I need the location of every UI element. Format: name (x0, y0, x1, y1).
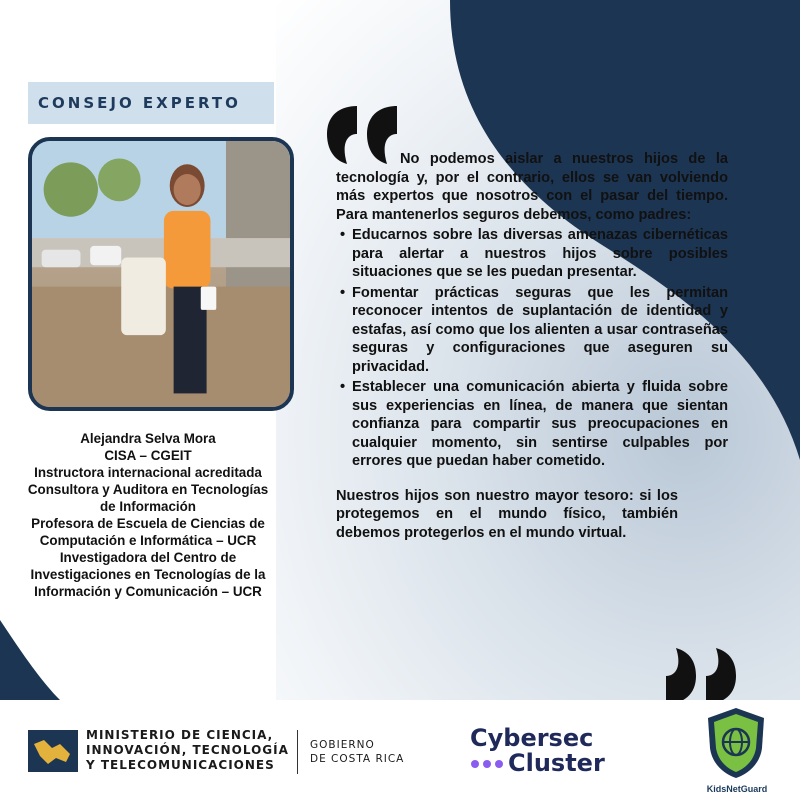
expert-credential: Profesora de Escuela de Ciencias de (31, 516, 265, 531)
kidsnetguard-label: KidsNetGuard (706, 784, 768, 794)
dots-icon (470, 759, 504, 769)
expert-credential: Investigaciones en Tecnologías de la (30, 567, 266, 582)
expert-credential: Consultora y Auditora en Tecnologías (27, 482, 269, 497)
ministry-name: MINISTERIO DE CIENCIA, INNOVACIÓN, TECNOLOGÍA Y TELECOMUNICACIONES (86, 728, 289, 772)
expert-credential: Información y Comunicación – UCR (34, 584, 262, 599)
expert-credential: de Información (100, 499, 196, 514)
quote-closing: Nuestros hijos son nuestro mayor tesoro: si los protegemos en el mundo físico, también debemos protegerlos en el mundo virtual. (336, 487, 678, 541)
advice-list (336, 226, 728, 471)
list-item: • Fomentar prácticas seguras que les permitan reconocer intentos de suplantación de identidad y estafas, así como que los alienten a usar contraseñas seguras y configuraciones que aseguren su privacidad. (340, 284, 728, 375)
costa-rica-emblem-icon (28, 730, 78, 772)
list-item: • Educarnos sobre las diversas amenazas cibernéticas para alertar a nuestros hijos sobre posibles situaciones que se les puedan presentar. (340, 227, 728, 280)
footer-divider (297, 730, 298, 774)
expert-photo (28, 137, 294, 411)
close-quote-icon (660, 646, 740, 706)
kidsnetguard-shield-icon (704, 706, 768, 780)
list-item: • Establecer una comunicación abierta y fluida sobre sus experiencias en línea, de manera que sientan confianza para compartir sus preocupaciones en cualquier momento, sin sentirse culpables por errores que puedan haber cometido. (340, 379, 728, 469)
cybersec-cluster-logo: Cybersec Cluster (470, 724, 605, 777)
expert-credential: CISA – CGEIT (104, 448, 192, 463)
government-label: GOBIERNO DE COSTA RICA (310, 739, 405, 765)
expert-name: Alejandra Selva Mora (80, 431, 216, 446)
expert-credential: Investigadora del Centro de (59, 550, 237, 565)
quote-intro: No podemos aislar a nuestros hijos de la tecnología y, por el contrario, ellos se van volviendo más expertos que nosotros con el pasar del tiempo. Para mantenerlos seguros debemos, como padres: (336, 151, 728, 223)
section-label: CONSEJO EXPERTO (28, 82, 274, 124)
expert-bio (6, 430, 290, 600)
expert-credential: Instructora internacional acreditada (34, 465, 262, 480)
quote-content (336, 150, 728, 542)
expert-credential: Computación e Informática – UCR (39, 533, 257, 548)
